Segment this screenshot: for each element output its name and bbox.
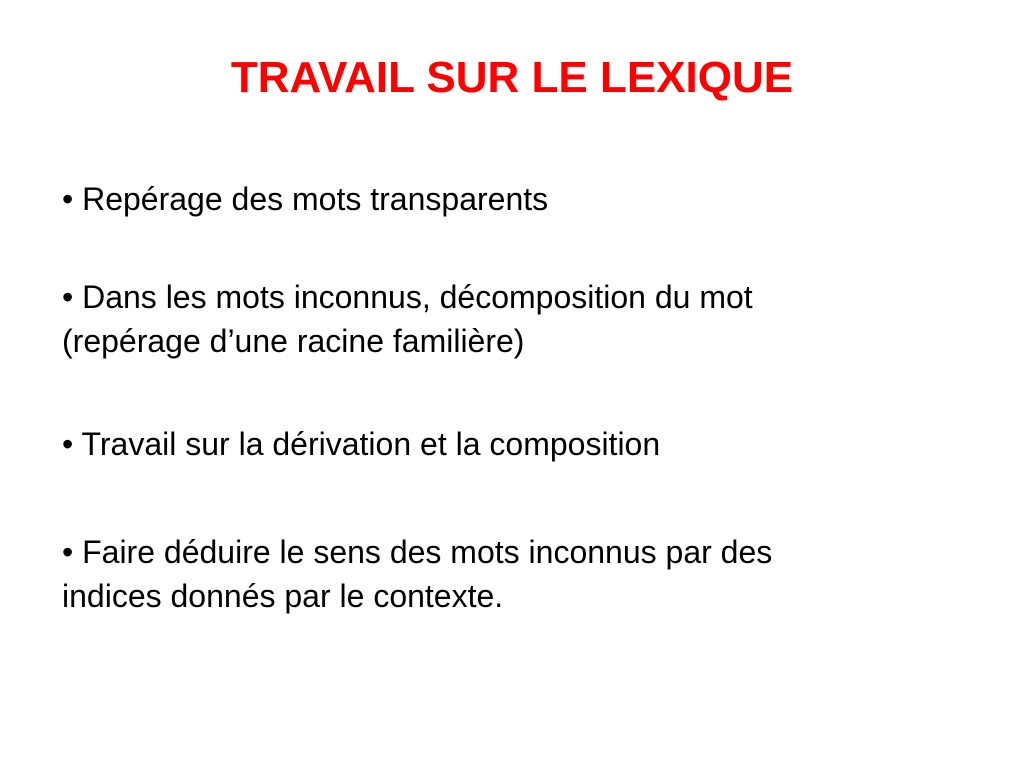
bullet-text: • Faire déduire le sens des mots inconnus par des (62, 534, 773, 570)
bullet-item (62, 275, 982, 363)
bullet-text: indices donnés par le contexte. (62, 578, 504, 614)
slide-title: TRAVAIL SUR LE LEXIQUE (230, 53, 794, 102)
bullet-item (62, 422, 982, 466)
bullet-item (62, 177, 982, 221)
bullet-text: (repérage d’une racine familière) (62, 323, 525, 359)
bullet-item (62, 530, 982, 618)
bullet-text: • Dans les mots inconnus, décomposition du mot (62, 279, 753, 315)
bullet-text: • Travail sur la dérivation et la composition (62, 426, 661, 462)
bullet-text: • Repérage des mots transparents (62, 181, 549, 217)
